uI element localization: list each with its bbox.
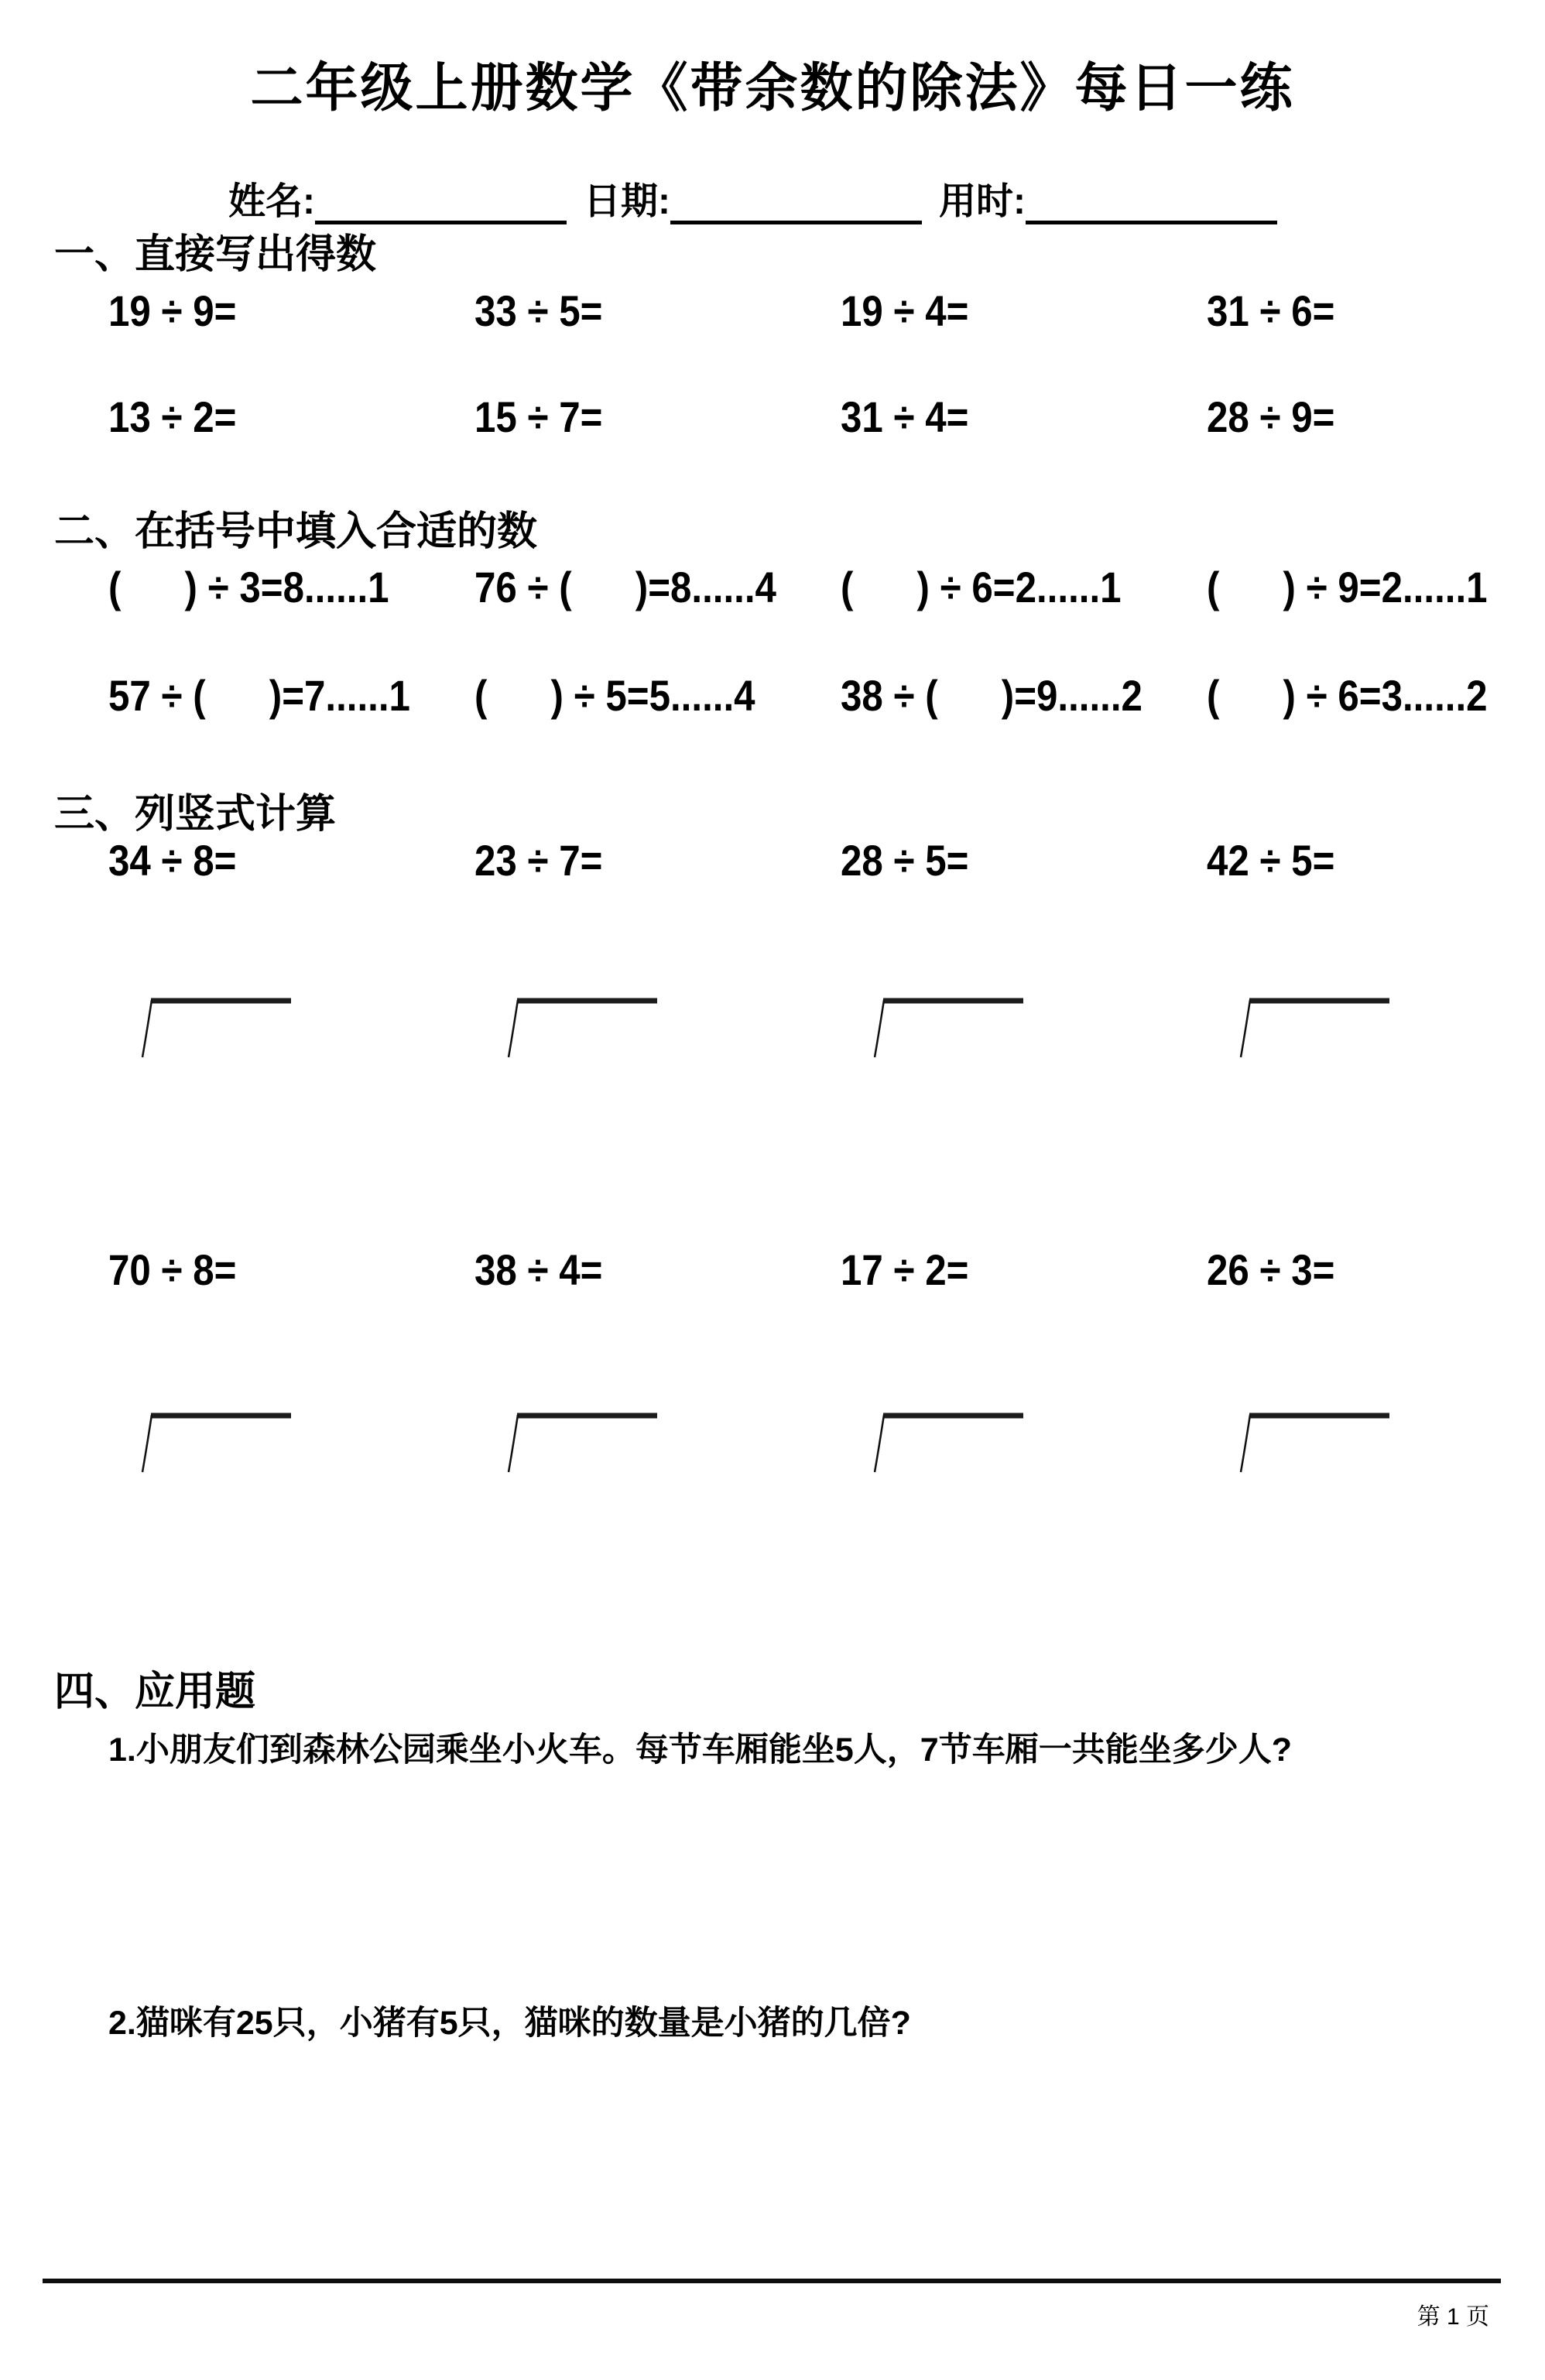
time-label: 用时: [939, 181, 1026, 222]
problem-item: 15 ÷ 7= [474, 392, 603, 441]
date-blank-line[interactable] [670, 180, 922, 224]
problem-item: 17 ÷ 2= [841, 1245, 969, 1294]
name-blank-line[interactable] [315, 180, 567, 224]
problem-item: 70 ÷ 8= [108, 1245, 237, 1294]
problem-item: 28 ÷ 9= [1207, 392, 1335, 441]
section-2-row-1 [108, 563, 1545, 611]
problem-item: 19 ÷ 4= [841, 286, 969, 335]
name-field [228, 180, 567, 224]
problem-item: ( ) ÷ 6=3......2 [1207, 671, 1488, 720]
long-division-bracket [504, 1412, 659, 1474]
problem-item: 33 ÷ 5= [474, 286, 603, 335]
problem-item: 28 ÷ 5= [841, 836, 969, 885]
long-division-bracket [1236, 997, 1391, 1059]
problem-item: 38 ÷ ( )=9......2 [841, 671, 1142, 720]
problem-item: ( ) ÷ 9=2......1 [1207, 563, 1488, 611]
problem-item: ( ) ÷ 3=8......1 [108, 563, 389, 611]
name-label: 姓名: [228, 181, 315, 222]
section-1-header: 一、直接写出得数 [54, 232, 377, 277]
student-info-row [228, 180, 1277, 224]
problem-item: ( ) ÷ 5=5......4 [474, 671, 755, 720]
section-3-header: 三、列竖式计算 [54, 792, 337, 837]
section-3-row-1 [108, 837, 1545, 885]
word-problem-2: 2.猫咪有25只，小猪有5只，猫咪的数量是小猪的几倍? [108, 2005, 911, 2042]
section-1-row-1 [108, 287, 1545, 335]
section-1-row-2 [108, 393, 1545, 441]
problem-item: ( ) ÷ 6=2......1 [841, 563, 1122, 611]
long-division-bracket [1236, 1412, 1391, 1474]
problem-item: 34 ÷ 8= [108, 836, 237, 885]
long-division-bracket [870, 1412, 1025, 1474]
time-field [939, 180, 1277, 224]
problem-item: 57 ÷ ( )=7......1 [108, 671, 410, 720]
section-2-row-2 [108, 672, 1545, 720]
section-2-header: 二、在括号中填入合适的数 [54, 509, 538, 554]
problem-item: 31 ÷ 4= [841, 392, 969, 441]
problem-item: 31 ÷ 6= [1207, 286, 1335, 335]
long-division-area-2 [108, 1412, 1545, 1474]
long-division-bracket [138, 997, 293, 1059]
section-4-header: 四、应用题 [54, 1669, 256, 1714]
problem-item: 38 ÷ 4= [474, 1245, 603, 1294]
footer-rule [43, 2279, 1501, 2283]
date-label: 日期: [584, 181, 670, 222]
long-division-area-1 [108, 997, 1545, 1059]
problem-item: 42 ÷ 5= [1207, 836, 1335, 885]
long-division-bracket [870, 997, 1025, 1059]
long-division-bracket [138, 1412, 293, 1474]
long-division-bracket [504, 997, 659, 1059]
page-number: 第 1 页 [1417, 2304, 1489, 2330]
problem-item: 23 ÷ 7= [474, 836, 603, 885]
word-problem-1: 1.小朋友们到森林公园乘坐小火车。每节车厢能坐5人，7节车厢一共能坐多少人? [108, 1731, 1292, 1769]
problem-item: 26 ÷ 3= [1207, 1245, 1335, 1294]
problem-item: 76 ÷ ( )=8......4 [474, 563, 776, 611]
time-blank-line[interactable] [1026, 180, 1277, 224]
date-field [584, 180, 922, 224]
page-title: 二年级上册数学《带余数的除法》每日一练 [250, 59, 1295, 118]
problem-item: 19 ÷ 9= [108, 286, 237, 335]
problem-item: 13 ÷ 2= [108, 392, 237, 441]
section-3-row-2 [108, 1246, 1545, 1294]
